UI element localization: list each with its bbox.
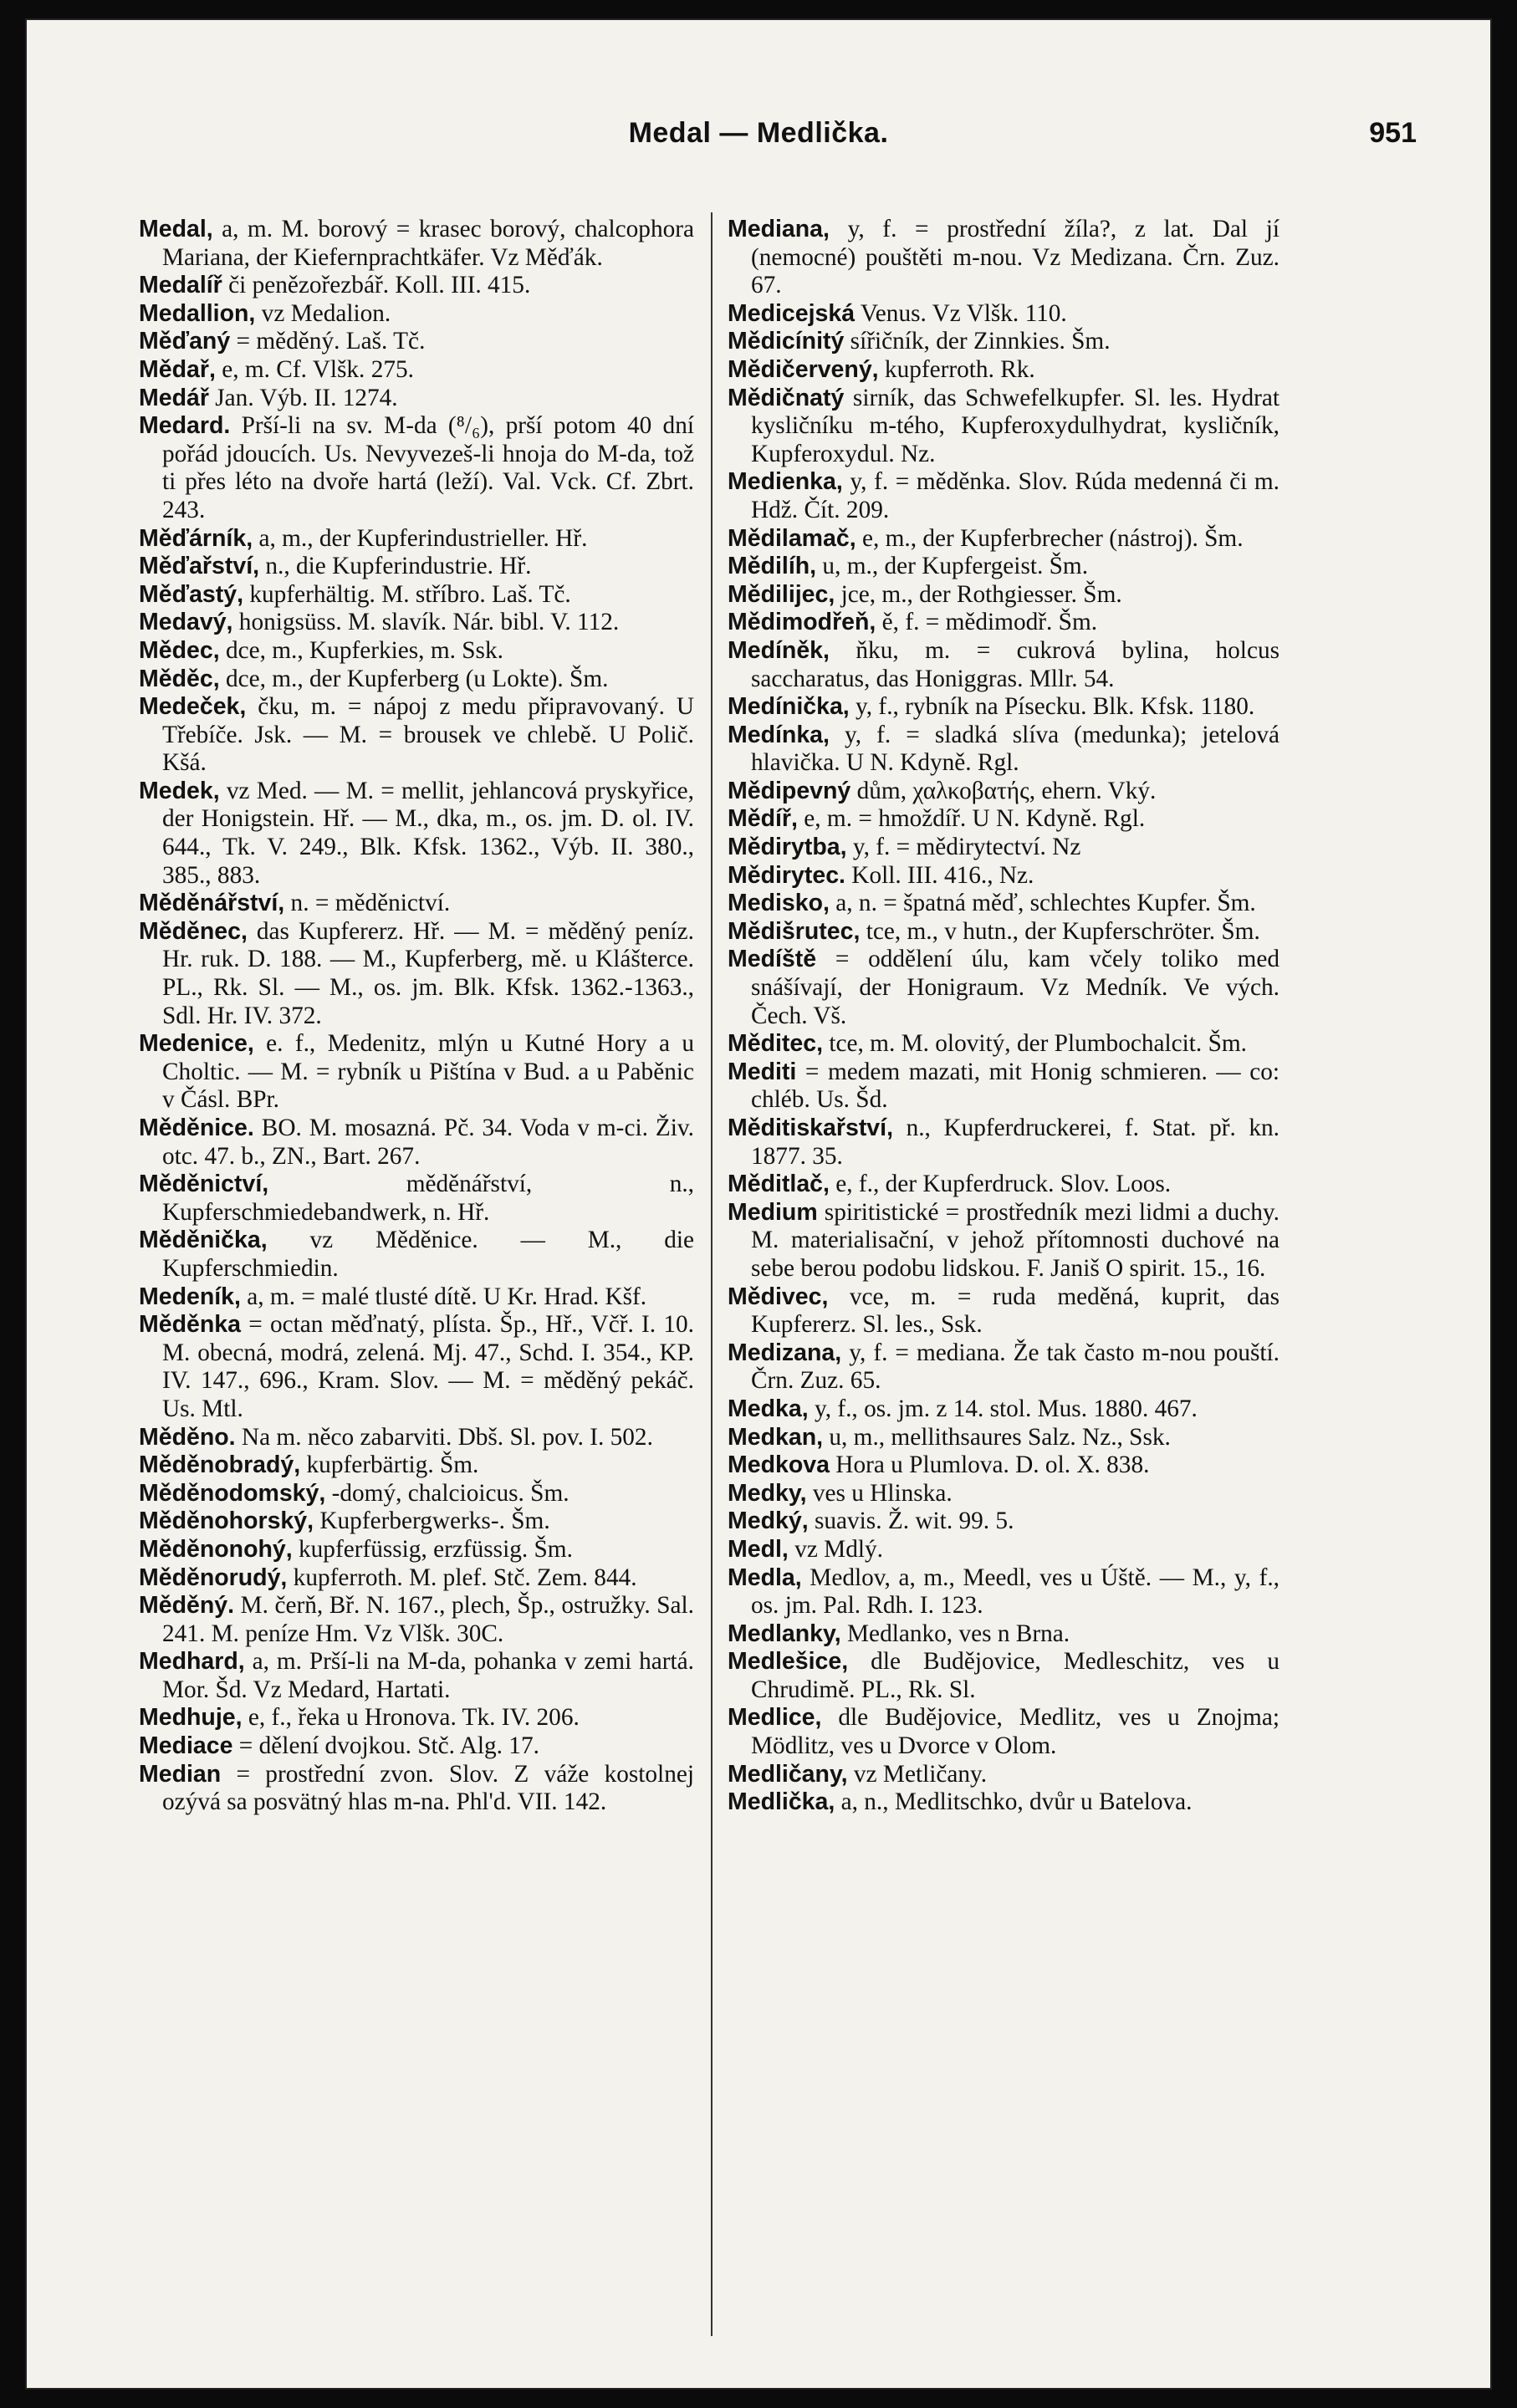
dictionary-entry [139, 918, 694, 1030]
headword: Mědičervený, [728, 355, 879, 383]
dictionary-entry [139, 581, 694, 610]
headword: Měditiskařství, [728, 1115, 893, 1141]
headword: Mědíř, [728, 805, 798, 833]
headword: Median [139, 1760, 222, 1788]
entry-text: sířičník, der Zinnkies. Šm. [844, 328, 1111, 355]
entry-text: e, m., der Kupferbrecher (nástroj). Šm. [856, 524, 1244, 552]
dictionary-entry [139, 216, 694, 272]
entry-text: = měděný. Laš. Tč. [230, 328, 426, 355]
headword: Mědař, [139, 355, 216, 383]
headword: Medličany, [728, 1760, 848, 1788]
entry-text: tce, m. M. olovitý, der Plumbochalcit. Šm. [823, 1030, 1247, 1058]
running-title: Medal — Medlička. [628, 117, 889, 149]
headword: Mědičnatý [728, 384, 845, 411]
headword: Medl, [728, 1535, 789, 1563]
entry-text: n., die Kupferindustrie. Hř. [259, 553, 532, 580]
dictionary-entry [139, 1592, 694, 1648]
dictionary-entry [728, 385, 1279, 469]
entry-text: dle Budějovice, Medlitz, ves u Znojma; Mödlitz, ves u Dvorce v Olom. [751, 1704, 1279, 1760]
headword: Medal, [139, 216, 213, 242]
dictionary-entry [139, 328, 694, 356]
dictionary-entry [139, 1311, 694, 1423]
dictionary-entry [728, 722, 1279, 778]
entry-text: kupferroth. Rk. [878, 355, 1035, 383]
headword: Měděnobradý, [139, 1451, 301, 1479]
entry-text: dle Budějovice, Medleschitz, ves u Chrudimě. PL., Rk. Sl. [751, 1648, 1279, 1703]
dictionary-entry [728, 1059, 1279, 1115]
dictionary-entry [139, 1761, 694, 1817]
entry-text: Medlanko, ves n Brna. [840, 1620, 1070, 1647]
entry-text: Medlov, a, m., Meedl, ves u Úště. — M., y, f., os. jm. Pal. Rdh. I. 123. [751, 1564, 1279, 1620]
page-header [25, 117, 1492, 167]
dictionary-entry [139, 272, 694, 300]
headword: Měděnička, [139, 1227, 268, 1254]
headword: Měděnodomský, [139, 1479, 326, 1507]
dictionary-page [25, 18, 1492, 2390]
entry-text: n. = měděnictví. [284, 890, 451, 917]
headword: Měditec, [728, 1030, 824, 1058]
dictionary-entry [139, 356, 694, 385]
left-column [139, 216, 694, 1817]
dictionary-entry [139, 1115, 694, 1171]
entry-text: e, m. = hmoždíř. U N. Kdyně. Rgl. [797, 805, 1146, 833]
dictionary-entry [728, 1030, 1279, 1059]
headword: Medienka, [728, 468, 843, 496]
entry-text: BO. M. mosazná. Pč. 34. Voda v m-ci. Živ. otc. 47. b., ZN., Bart. 267. [162, 1115, 694, 1170]
dictionary-entry [728, 946, 1279, 1030]
entry-text: y, f. = mědirytectví. Nz [846, 834, 1081, 861]
dictionary-entry [728, 356, 1279, 385]
dictionary-entry [728, 1508, 1279, 1536]
headword: Mědišrutec, [728, 917, 861, 945]
headword: Měděnářství, [139, 890, 285, 917]
entry-text: kupferroth. M. plef. Stč. Zem. 844. [287, 1564, 637, 1591]
dictionary-entry [728, 1704, 1279, 1760]
entry-text: dům, χαλκοβατής, ehern. Vký. [850, 777, 1157, 804]
headword: Medlice, [728, 1704, 822, 1732]
headword: Měděnice. [139, 1115, 254, 1141]
headword: Měděnonohý, [139, 1535, 293, 1563]
entry-text: kupferhältig. M. stříbro. Laš. Tč. [243, 580, 571, 608]
page-number: 951 [1369, 117, 1417, 149]
dictionary-entry [139, 1283, 694, 1312]
headword: Medicejská [728, 299, 856, 327]
dictionary-entry [728, 890, 1279, 918]
headword: Medavý, [139, 609, 233, 636]
entry-text: či penězořezbář. Koll. III. 415. [222, 272, 531, 299]
entry-text: u, m., mellithsaures Salz. Nz., Ssk. [823, 1423, 1171, 1451]
entry-text: suavis. Ž. wit. 99. 5. [808, 1508, 1014, 1535]
dictionary-entry [728, 553, 1279, 581]
headword: Měděnohorský, [139, 1508, 314, 1535]
headword: Mediace [139, 1732, 233, 1760]
entry-text: y, f. = měděnka. Slov. Rúda medenná či m. Hdž. Čít. 209. [751, 468, 1279, 523]
headword: Medalíř [139, 272, 222, 299]
headword: Medenice, [139, 1030, 254, 1058]
headword: Medínka, [728, 721, 830, 748]
entry-text: -domý, chalcioicus. Šm. [325, 1479, 570, 1507]
dictionary-entry [139, 553, 694, 581]
headword: Mědimodřeň, [728, 609, 876, 636]
entry-text: = medem mazati, mit Honig schmieren. — co: chléb. Us. Šd. [751, 1058, 1279, 1114]
headword: Měditlač, [728, 1171, 830, 1198]
dictionary-entry [139, 412, 694, 524]
headword: Medka, [728, 1395, 809, 1422]
dictionary-entry [728, 637, 1279, 693]
entry-text: Hora u Plumlova. D. ol. X. 838. [829, 1451, 1150, 1479]
headword: Medky, [728, 1479, 807, 1507]
headword: Medíněk, [728, 636, 830, 664]
headword: Medlešice, [728, 1648, 849, 1676]
dictionary-entry [728, 1451, 1279, 1480]
dictionary-entry [139, 1508, 694, 1536]
entry-text: měděnářství, n., Kupferschmiedebandwerk, n. Hř. [162, 1171, 694, 1226]
entry-text: vz Měděnice. — M., die Kupferschmiedin. [162, 1227, 694, 1282]
entry-text: jce, m., der Rothgiesser. Šm. [835, 580, 1122, 608]
headword: Medínička, [728, 693, 850, 721]
dictionary-entry [728, 1199, 1279, 1283]
headword: Mědilamač, [728, 524, 856, 552]
headword: Medisko, [728, 890, 830, 917]
headword: Medhuje, [139, 1704, 243, 1732]
headword: Medek, [139, 777, 220, 804]
headword: Medizana, [728, 1339, 842, 1366]
entry-text: dce, m., der Kupferberg (u Lokte). Šm. [219, 665, 609, 692]
dictionary-entry [139, 1564, 694, 1593]
headword: Medla, [728, 1564, 802, 1591]
entry-text: kupferbärtig. Šm. [300, 1451, 479, 1479]
headword: Měďárník, [139, 524, 253, 552]
entry-text: Prší-li na sv. M-da (⁸/₆), prší potom 40 dní pořád jdoucích. Us. Nevyvezeš-li hnoja do M-da, tož ti přes léto na dvoře hartá (leží). Val. Vck. Cf. Zbrt. 243. [162, 412, 694, 523]
entry-text: vz Medalion. [255, 299, 391, 327]
dictionary-entry [728, 1761, 1279, 1789]
headword: Mědec, [139, 636, 220, 664]
headword: Mědirytba, [728, 834, 847, 861]
dictionary-entry [728, 918, 1279, 946]
dictionary-entry [139, 1480, 694, 1508]
dictionary-entry [728, 1115, 1279, 1171]
entry-text: = octan měďnatý, plísta. Šp., Hř., Včř. I. 10. M. obecná, modrá, zelená. Mj. 47., Schd. I. 354., KP. IV. 147., 696., Kram. Slov. — M. = měděný pekáč. Us. Mtl. [162, 1311, 694, 1422]
dictionary-entry [728, 216, 1279, 300]
headword: Měďastý, [139, 580, 244, 608]
entry-text: = dělení dvojkou. Stč. Alg. 17. [232, 1732, 539, 1760]
headword: Měděnec, [139, 917, 248, 945]
entry-text: e, m. Cf. Vlšk. 275. [215, 355, 414, 383]
dictionary-entry [139, 1704, 694, 1732]
dictionary-entry [728, 778, 1279, 806]
headword: Mědirytec. [728, 861, 845, 889]
dictionary-entry [728, 468, 1279, 524]
dictionary-entry [139, 1536, 694, 1564]
dictionary-entry [728, 1283, 1279, 1339]
headword: Medeček, [139, 693, 247, 721]
dictionary-entry [139, 778, 694, 890]
headword: Medard. [139, 412, 231, 440]
headword: Medíště [728, 946, 817, 973]
headword: Mědilíh, [728, 553, 817, 580]
entry-text: e, f., der Kupferdruck. Slov. Loos. [829, 1171, 1172, 1198]
dictionary-entry [728, 1339, 1279, 1395]
dictionary-entry [139, 1648, 694, 1704]
headword: Medkan, [728, 1423, 824, 1451]
entry-text: u, m., der Kupfergeist. Šm. [816, 553, 1089, 580]
entry-text: a, n., Medlitschko, dvůr u Batelova. [835, 1788, 1193, 1816]
entry-text: Jan. Výb. II. 1274. [208, 384, 398, 411]
headword: Mědipevný [728, 777, 851, 804]
dictionary-entry [139, 1732, 694, 1761]
dictionary-entry [139, 609, 694, 637]
headword: Mědilijec, [728, 580, 835, 608]
right-column [728, 216, 1279, 1817]
headword: Medář [139, 384, 209, 411]
entry-text: y, f. = sladká slíva (medunka); jetelová hlavička. U N. Kdyně. Rgl. [751, 721, 1279, 777]
entry-text: = oddělení úlu, kam včely toliko med snášívají, der Honigraum. Vz Medník. Ve vých. Čech. Vš. [751, 946, 1279, 1029]
dictionary-entry [728, 581, 1279, 610]
entry-text: ves u Hlinska. [806, 1479, 953, 1507]
headword: Medkova [728, 1451, 830, 1479]
headword: Medký, [728, 1508, 809, 1535]
dictionary-entry [728, 1620, 1279, 1649]
headword: Měďařství, [139, 553, 260, 580]
dictionary-entry [139, 525, 694, 554]
dictionary-entry [728, 862, 1279, 890]
dictionary-entry [728, 834, 1279, 862]
entry-text: a, m. Prší-li na M-da, pohanka v zemi hartá. Mor. Šd. Vz Medard, Hartati. [162, 1648, 694, 1703]
headword: Medium [728, 1198, 818, 1226]
entry-text: y, f., os. jm. z 14. stol. Mus. 1880. 467. [808, 1395, 1198, 1422]
dictionary-entry [139, 1424, 694, 1452]
entry-text: čku, m. = nápoj z medu připravovaný. U Třebíče. Jsk. — M. = brousek ve chlebě. U Polič. Kšá. [162, 693, 694, 777]
headword: Mědicínitý [728, 328, 845, 355]
headword: Medhard, [139, 1648, 245, 1676]
dictionary-entry [139, 693, 694, 778]
entry-text: Venus. Vz Vlšk. 110. [855, 299, 1067, 327]
dictionary-entry [728, 1564, 1279, 1620]
headword: Medeník, [139, 1283, 241, 1310]
entry-text: Na m. něco zabarviti. Dbš. Sl. pov. I. 502. [235, 1423, 653, 1451]
entry-text: honigsüss. M. slavík. Nár. bibl. V. 112. [232, 609, 620, 636]
entry-text: a, m. M. borový = krasec borový, chalcophora Mariana, der Kiefernprachtkäfer. Vz Měďák. [162, 216, 694, 271]
dictionary-entry [139, 385, 694, 413]
dictionary-entry [728, 1480, 1279, 1508]
dictionary-entry [139, 1030, 694, 1115]
entry-text: e, f., řeka u Hronova. Tk. IV. 206. [242, 1704, 580, 1732]
headword: Měďaný [139, 328, 231, 355]
headword: Měděnorudý, [139, 1564, 288, 1591]
column-divider [711, 212, 713, 2336]
dictionary-entry [728, 525, 1279, 554]
entry-text: a, m. = malé tlusté dítě. U Kr. Hrad. Kšf. [240, 1283, 647, 1310]
headword: Měděc, [139, 665, 220, 692]
entry-text: n., Kupferdruckerei, f. Stat. př. kn. 1877. 35. [751, 1115, 1279, 1170]
entry-text: y, f. = prostřední žíla?, z lat. Dal jí (nemocné) pouštěti m-nou. Vz Medizana. Črn. Zuz. 67. [751, 216, 1279, 299]
headword: Medallion, [139, 299, 256, 327]
headword: Mediti [728, 1058, 797, 1085]
entry-text: y, f., rybník na Písecku. Blk. Kfsk. 1180. [849, 693, 1255, 721]
entry-text: kupferfüssig, erzfüssig. Šm. [292, 1535, 573, 1563]
entry-text: vz Med. — M. = mellit, jehlancová pryskyřice, der Honigstein. Hř. — M., dka, m., os. jm. D. ol. IV. 644., Tk. V. 249., Blk. Kfsk. 1362., Výb. II. 380., 385., 883. [162, 777, 694, 889]
headword: Měděný. [139, 1592, 235, 1620]
headword: Měděno. [139, 1423, 236, 1451]
entry-text: vz Metličany. [847, 1760, 988, 1788]
entry-text: spiritistické = prostředník mezi lidmi a duchy. M. materialisační, v jehož přítomnosti duchové na sebe berou podobu lidskou. F. Janiš O spirit. 15., 16. [751, 1198, 1279, 1282]
dictionary-entry [728, 805, 1279, 834]
dictionary-entry [728, 1424, 1279, 1452]
dictionary-entry [728, 1788, 1279, 1817]
entry-text: ě, f. = mědimodř. Šm. [876, 609, 1098, 636]
entry-text: Kupferbergwerks-. Šm. [314, 1508, 550, 1535]
entry-text: a, n. = špatná měď, schlechtes Kupfer. Šm. [829, 890, 1256, 917]
entry-text: tce, m., v hutn., der Kupferschröter. Šm. [860, 917, 1260, 945]
dictionary-entry [728, 1536, 1279, 1564]
dictionary-entry [139, 666, 694, 694]
dictionary-entry [728, 693, 1279, 722]
headword: Medlička, [728, 1788, 835, 1816]
entry-text: ňku, m. = cukrová bylina, holcus saccharatus, das Honiggras. Mllr. 54. [751, 636, 1279, 692]
headword: Měděnictví, [139, 1171, 269, 1198]
entry-text: sirník, das Schwefelkupfer. Sl. les. Hydrat kysličníku m-tého, Kupferoxydulhydrat, kysličník, Kupferoxydul. Nz. [751, 384, 1279, 467]
headword: Mediana, [728, 216, 830, 242]
entry-text: e. f., Medenitz, mlýn u Kutné Hory a u Choltic. — M. = rybník u Pištína v Bud. a u Paběnic v Čásl. BPr. [162, 1030, 694, 1114]
headword: Medlanky, [728, 1620, 841, 1647]
dictionary-entry [728, 1171, 1279, 1199]
entry-text: vce, m. = ruda meděná, kuprit, das Kupfererz. Sl. les., Ssk. [751, 1283, 1279, 1339]
dictionary-entry [728, 300, 1279, 329]
entry-text: = prostřední zvon. Slov. Z váže kostolnej ozývá sa posvätný hlas m-na. Phl'd. VII. 142. [162, 1760, 694, 1816]
dictionary-entry [139, 1451, 694, 1480]
entry-text: y, f. = mediana. Že tak často m-nou pouští. Črn. Zuz. 65. [751, 1339, 1279, 1395]
entry-text: vz Mdlý. [788, 1535, 883, 1563]
dictionary-entry [139, 1171, 694, 1227]
dictionary-entry [728, 1648, 1279, 1704]
dictionary-entry [139, 637, 694, 666]
entry-text: das Kupfererz. Hř. — M. = měděný peníz. Hr. ruk. D. 188. — M., Kupferberg, mě. u Klášterce. PL., Rk. Sl. — M., os. jm. Blk. Kfsk. 1362.-1363., Sdl. Hr. IV. 372. [162, 917, 694, 1029]
dictionary-entry [728, 1395, 1279, 1424]
dictionary-entry [139, 890, 694, 918]
dictionary-entry [728, 609, 1279, 637]
headword: Měděnka [139, 1311, 241, 1339]
dictionary-entry [139, 300, 694, 329]
entry-text: M. čerň, Bř. N. 167., plech, Šp., ostružky. Sal. 241. M. peníze Hm. Vz Vlšk. 30C. [162, 1592, 694, 1647]
entry-text: a, m., der Kupferindustrieller. Hř. [253, 524, 588, 552]
dictionary-entry [139, 1227, 694, 1283]
dictionary-entry [728, 328, 1279, 356]
entry-text: dce, m., Kupferkies, m. Ssk. [219, 636, 503, 664]
headword: Mědivec, [728, 1283, 829, 1310]
entry-text: Koll. III. 416., Nz. [845, 861, 1034, 889]
